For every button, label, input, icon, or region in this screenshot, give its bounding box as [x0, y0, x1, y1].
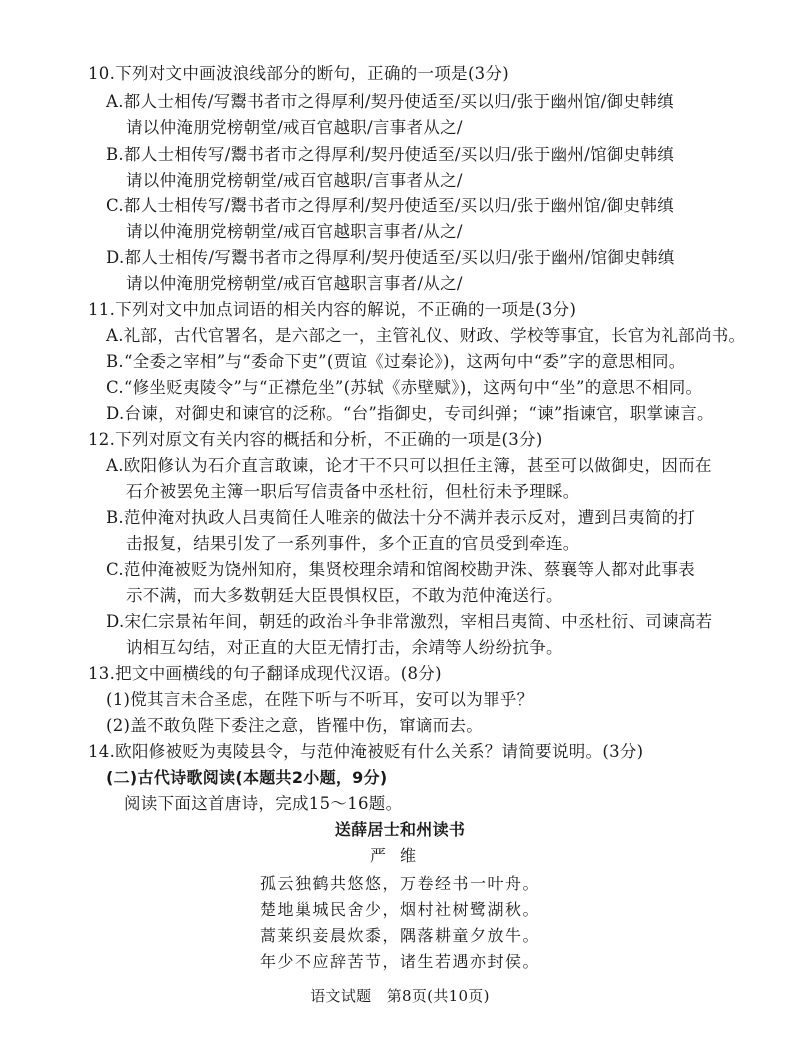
q12-option-c-line1: C.范仲淹被贬为饶州知府，集贤校理余靖和馆阁校勘尹洙、蔡襄等人都对此事表 [106, 560, 696, 579]
q12-option-a-line1: A.欧阳修认为石介直言敢谏，论才干不只可以担任主簿，甚至可以做御史，因而在 [106, 456, 712, 475]
q10-option-a-line2: 请以仲淹朋党榜朝堂/戒百官越职/言事者从之/ [126, 118, 463, 137]
section-intro: 阅读下面这首唐诗，完成15～16题。 [124, 794, 403, 813]
poem-line-4: 年少不应辞苦节，诸生若遇亦封侯。 [259, 952, 540, 971]
q10-option-c-line1: C.都人士相传写/鬻书者市之得厚利/契丹使适至/买以归/张于幽州馆/御史韩缜 [106, 196, 674, 215]
q10-option-a-line1: A.都人士相传/写鬻书者市之得厚利/契丹使适至/买以归/张于幽州馆/御史韩缜 [106, 92, 674, 111]
question-12-stem: 12.下列对原文有关内容的概括和分析，不正确的一项是(3分) [88, 430, 543, 449]
question-11-stem: 11.下列对文中加点词语的相关内容的解说，不正确的一项是(3分) [88, 300, 577, 319]
q11-option-a: A.礼部，古代官署名，是六部之一，主管礼仪、财政、学校等事宜，长官为礼部尚书。 [106, 326, 746, 345]
question-14-stem: 14.欧阳修被贬为夷陵县令，与范仲淹被贬有什么关系？请简要说明。(3分) [88, 742, 644, 761]
q12-option-b-line2: 击报复，结果引发了一系列事件，多个正直的官员受到牵连。 [126, 534, 580, 553]
q12-option-d-line1: D.宋仁宗景祐年间，朝廷的政治斗争非常激烈，宰相吕夷简、中丞杜衍、司谏高若 [106, 612, 713, 631]
q10-option-b-line2: 请以仲淹朋党榜朝堂/戒百官越职/言事者从之/ [126, 171, 463, 190]
question-10-stem: 10.下列对文中画波浪线部分的断句，正确的一项是(3分) [88, 64, 510, 83]
question-13-stem: 13.把文中画横线的句子翻译成现代汉语。(8分) [88, 664, 442, 683]
q12-option-b-line1: B.范仲淹对执政人吕夷简任人唯亲的做法十分不满并表示反对，遭到吕夷简的打 [106, 508, 696, 527]
q12-option-c-line2: 示不满，而大多数朝廷大臣畏惧权臣，不敢为范仲淹送行。 [126, 586, 563, 605]
poem-line-3: 蒿莱织妾晨炊黍，隅落耕童夕放牛。 [259, 926, 540, 945]
q11-option-b: B.“全委之宰相”与“委命下吏”(贾谊《过秦论》)，这两句中“委”字的意思相同。 [106, 352, 686, 371]
q10-option-d-line1: D.都人士相传/写鬻书者市之得厚利/契丹使适至/买以归/张于幽州/馆御史韩缜 [106, 248, 675, 267]
q13-item-2: (2)盖不敢负陛下委注之意，皆罹中伤，窜谪而去。 [106, 716, 484, 735]
poem-line-1: 孤云独鹤共悠悠，万卷经书一叶舟。 [259, 874, 540, 893]
q10-option-d-line2: 请以仲淹朋党榜朝堂/戒百官越职言事者/从之/ [126, 274, 463, 293]
poem-title: 送薛居士和州读书 [334, 820, 466, 839]
section-heading: (二)古代诗歌阅读(本题共2小题，9分) [106, 768, 388, 787]
page-footer: 语文试题 第8页(共10页) [310, 987, 490, 1005]
poem-author: 严维 [369, 846, 430, 865]
q13-item-1: (1)傥其言未合圣虑，在陛下听与不听耳，安可以为罪乎？ [106, 690, 534, 709]
q10-option-c-line2: 请以仲淹朋党榜朝堂/戒百官越职言事者/从之/ [126, 222, 463, 241]
q11-option-d: D.台谏，对御史和谏官的泛称。“台”指御史，专司纠弹；“谏”指谏官，职掌谏言。 [106, 404, 714, 423]
q12-option-a-line2: 石介被罢免主簿一职后写信责备中丞杜衍，但杜衍未予理睬。 [126, 482, 580, 501]
q11-option-c: C.“修坐贬夷陵令”与“正襟危坐”(苏轼《赤壁赋》)，这两句中“坐”的意思不相同。 [106, 378, 703, 397]
q12-option-d-line2: 讷相互勾结，对正直的大臣无情打击，余靖等人纷纷抗争。 [126, 638, 563, 657]
q10-option-b-line1: B.都人士相传写/鬻书者市之得厚利/契丹使适至/买以归/张于幽州/馆御史韩缜 [106, 145, 675, 164]
poem-line-2: 楚地巢城民舍少，烟村社树鹭湖秋。 [259, 900, 540, 919]
